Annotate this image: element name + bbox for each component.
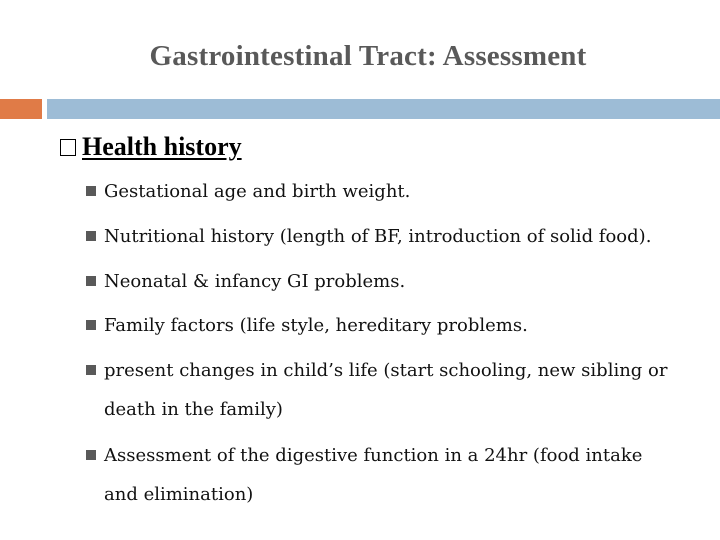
slide-title: Gastrointestinal Tract: Assessment xyxy=(149,40,587,72)
square-bullet-icon xyxy=(86,186,96,196)
square-bullet-icon xyxy=(86,320,96,330)
bullet-text: Nutritional history (length of BF, introduction of solid food). xyxy=(104,226,652,247)
bullet-item-1 xyxy=(86,172,706,211)
square-bullet-icon xyxy=(86,450,96,460)
checkbox-bullet-icon xyxy=(60,139,76,156)
square-bullet-icon xyxy=(86,365,96,375)
bullet-item-6 xyxy=(86,436,706,514)
section-heading: Health history xyxy=(82,132,242,161)
bullet-text: present changes in child’s life (start schooling, new sibling or xyxy=(104,360,668,381)
section-heading-row xyxy=(60,130,242,164)
square-bullet-icon xyxy=(86,231,96,241)
bullet-text: Family factors (life style, hereditary problems. xyxy=(104,315,528,336)
bullet-text: Gestational age and birth weight. xyxy=(104,181,411,202)
bullet-item-5 xyxy=(86,351,706,429)
bullet-item-3 xyxy=(86,262,706,301)
bullet-text: Neonatal & infancy GI problems. xyxy=(104,271,406,292)
accent-bar-right xyxy=(47,99,720,119)
bullet-item-2 xyxy=(86,217,706,256)
bullet-text: Assessment of the digestive function in a 24hr (food intake xyxy=(104,445,643,466)
square-bullet-icon xyxy=(86,276,96,286)
bullet-text-continued: death in the family) xyxy=(104,399,283,420)
bullet-text-continued: and elimination) xyxy=(104,484,254,505)
bullet-item-4 xyxy=(86,306,706,345)
accent-bar-left xyxy=(0,99,42,119)
